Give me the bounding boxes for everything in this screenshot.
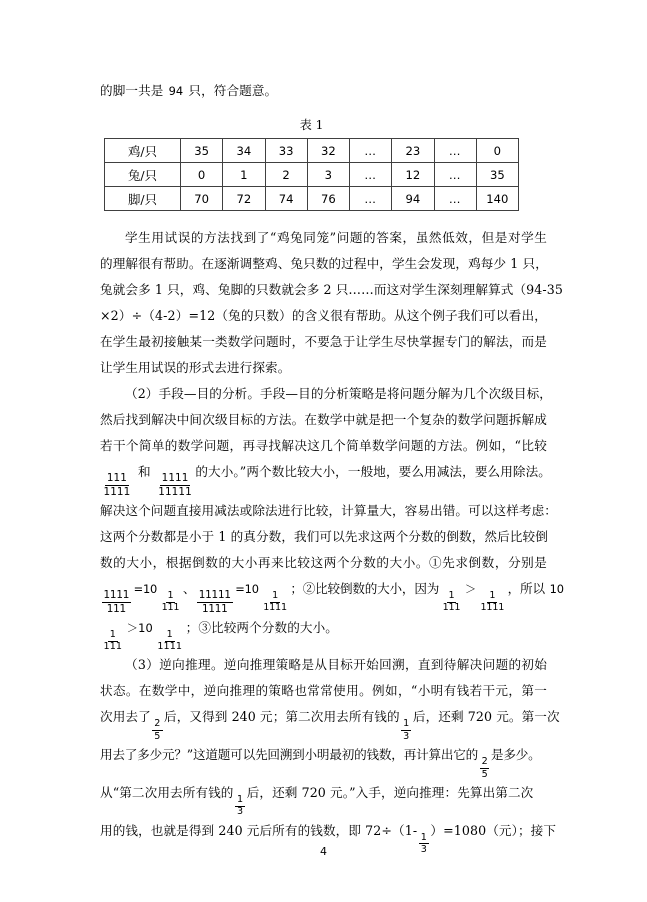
row-header-rabbit: 兔/只 <box>105 163 181 187</box>
fraction-1-over-111: $\frac{1}{111}$ <box>103 628 123 653</box>
fraction-1-over-3: $\frac{1}{3}$ <box>236 793 244 818</box>
text-line: 数的大小，根据倒数的大小再来比较这两个分数的大小。①先求倒数，分别是 <box>100 554 547 570</box>
fraction-1-over-111: $\frac{1}{111}$ <box>442 589 461 614</box>
conjunction-and: 和 <box>133 464 155 479</box>
cell-ellipsis: … <box>434 187 476 211</box>
paragraph-trial-and-error <box>100 225 563 381</box>
cell: 140 <box>476 187 518 211</box>
text-fragment: 后，还剩 720 元。第一次 <box>412 709 560 725</box>
fraction-1-over-1111: $\frac{1}{1111}$ <box>157 628 183 653</box>
cell: 70 <box>181 187 223 211</box>
text-line: 在学生最初接触某一类数学问题时，不要急于让学生尽快掌握专门的解法，而是 <box>100 334 547 349</box>
text-fragment: 次用去了 <box>100 709 151 725</box>
text-line: 的理解很有帮助。在逐渐调整鸡、兔只数的过程中，学生会发现，鸡每少 1 只， <box>100 256 548 271</box>
cell: 33 <box>265 139 307 163</box>
text-fragment: 是多少。 <box>490 747 541 763</box>
text-line: （3）逆向推理。逆向推理策略是从目标开始回溯，直到待解决问题的初始 <box>125 657 547 673</box>
table-row <box>105 187 519 211</box>
cell: 35 <box>476 163 518 187</box>
text-line: （2）手段—目的分析。手段—目的分析策略是将问题分解为几个次级目标， <box>125 386 553 401</box>
cell-ellipsis: … <box>434 163 476 187</box>
fraction-1-over-3: $\frac{1}{3}$ <box>420 831 427 855</box>
text-line: 兔就会多 1 只，鸡、兔脚的只数就会多 2 只……而这对学生深刻理解算式（94-35 <box>100 282 563 297</box>
row-header-chicken: 鸡/只 <box>105 139 181 163</box>
cell-ellipsis: … <box>350 187 392 211</box>
text-fragment: 用去了多少元？”这道题可以先回溯到小明最初的钱数，再计算出它的 <box>100 747 479 763</box>
cell: 0 <box>181 163 223 187</box>
paragraph-means-ends-analysis <box>100 381 564 653</box>
equals-ten: =10 <box>235 581 259 596</box>
text-fragment: ；②比较倒数的大小，因为 <box>290 580 440 596</box>
fraction-1111-over-11111: $\frac{1111}{11111}$ <box>158 472 192 498</box>
cell: 2 <box>265 163 307 187</box>
table-row <box>105 139 519 163</box>
text-line: 解决这个问题直接用减法或除法进行比较，计算量大，容易出错。可以这样考虑： <box>100 502 557 518</box>
text-fragment: ，所以 <box>507 580 549 596</box>
fraction-2-over-5: $\frac{2}{5}$ <box>481 756 488 780</box>
cell-ellipsis: … <box>350 139 392 163</box>
text-line: 然后找到解决中间次级目标的方法。在数学中就是把一个复杂的数学问题拆解成 <box>100 412 547 427</box>
text-line-reciprocals <box>100 576 564 615</box>
table-caption: 表 1 <box>299 118 324 132</box>
text-fragment: ；③比较两个分数的大小。 <box>185 619 338 635</box>
cell: 32 <box>307 139 349 163</box>
cell: 3 <box>307 163 349 187</box>
fraction-1-over-1111: $\frac{1}{1111}$ <box>263 589 287 614</box>
continuation-value: 94 <box>168 84 184 98</box>
fraction-2-over-5: $\frac{2}{5}$ <box>154 718 161 742</box>
cell: 23 <box>392 139 434 163</box>
separator: 、 <box>182 580 196 596</box>
text-line: 状态。在数学中，逆向推理的策略也常常使用。例如，“小明有钱若干元，第一 <box>100 683 547 699</box>
fraction-1-over-1111: $\frac{1}{1111}$ <box>480 589 505 614</box>
fraction-1111-over-111: $\frac{1111}{111}$ <box>103 589 130 615</box>
chicken-rabbit-table <box>104 138 519 211</box>
cell: 72 <box>223 187 265 211</box>
cell: 76 <box>307 187 349 211</box>
table-row <box>105 163 519 187</box>
text-fragment: 的大小。”两个数比较大小，一般地，要么用减法，要么用除法。 <box>195 464 551 479</box>
text-line: 若干个简单的数学问题，再寻找解决这几个简单数学问题的方法。例如，“比较 <box>100 438 547 453</box>
text-line-with-fractions <box>100 780 547 818</box>
cell: 74 <box>265 187 307 211</box>
cell: 0 <box>476 139 518 163</box>
continuation-line <box>100 78 547 104</box>
cell: 34 <box>223 139 265 163</box>
text-line: ×2）÷（4-2）=12（兔的只数）的含义很有帮助。从这个例子我们可以看出， <box>100 308 547 323</box>
paragraph-backward-reasoning <box>100 652 560 855</box>
text-line: 这两个分数都是小于 1 的真分数，我们可以先求这两个分数的倒数，然后比较倒 <box>100 528 548 544</box>
text-line-with-fractions <box>100 459 551 498</box>
fraction-111-over-1111: $\frac{111}{1111}$ <box>103 472 131 498</box>
cell-ellipsis: … <box>350 163 392 187</box>
continuation-prefix: 的脚一共是 94 只，符合题意。 <box>100 83 278 98</box>
text-line-with-fractions <box>100 742 547 780</box>
text-line: 让学生用试误的形式去进行探索。 <box>100 360 291 375</box>
fraction-1-over-3: $\frac{1}{3}$ <box>403 718 410 742</box>
page-number: 4 <box>320 845 327 858</box>
text-fragment: ）=1080（元）；接下 <box>430 822 557 838</box>
text-line: 学生用试误的方法找到了“鸡兔同笼”问题的答案，虽然低效，但是对学生 <box>125 230 547 245</box>
fraction-11111-over-1111: $\frac{11111}{1111}$ <box>198 589 231 615</box>
cell: 1 <box>223 163 265 187</box>
fraction-1-over-111: $\frac{1}{111}$ <box>161 589 180 614</box>
cell: 35 <box>181 139 223 163</box>
document-content <box>100 78 564 855</box>
text-fragment: 后，又得到 240 元；第二次用去所有钱的 <box>164 709 400 725</box>
text-fragment: 从“第二次用去所有钱的 <box>100 784 234 800</box>
equals-ten: =10 <box>133 581 158 596</box>
text-line-compare <box>100 615 547 653</box>
greater-than-sign: ＞ <box>464 581 477 596</box>
cell: 94 <box>392 187 434 211</box>
cell: 12 <box>392 163 434 187</box>
row-header-feet: 脚/只 <box>105 187 181 211</box>
ten-value: 10 <box>549 581 564 596</box>
greater-than-ten: ＞10 <box>126 620 153 635</box>
text-fragment: 用的钱，也就是得到 240 元后所有的钱数，即 72÷（1- <box>100 822 418 838</box>
text-fragment: 后，还剩 720 元。”入手，逆向推理：先算出第二次 <box>246 784 534 800</box>
text-line-with-fractions <box>100 704 560 742</box>
cell-ellipsis: … <box>434 139 476 163</box>
